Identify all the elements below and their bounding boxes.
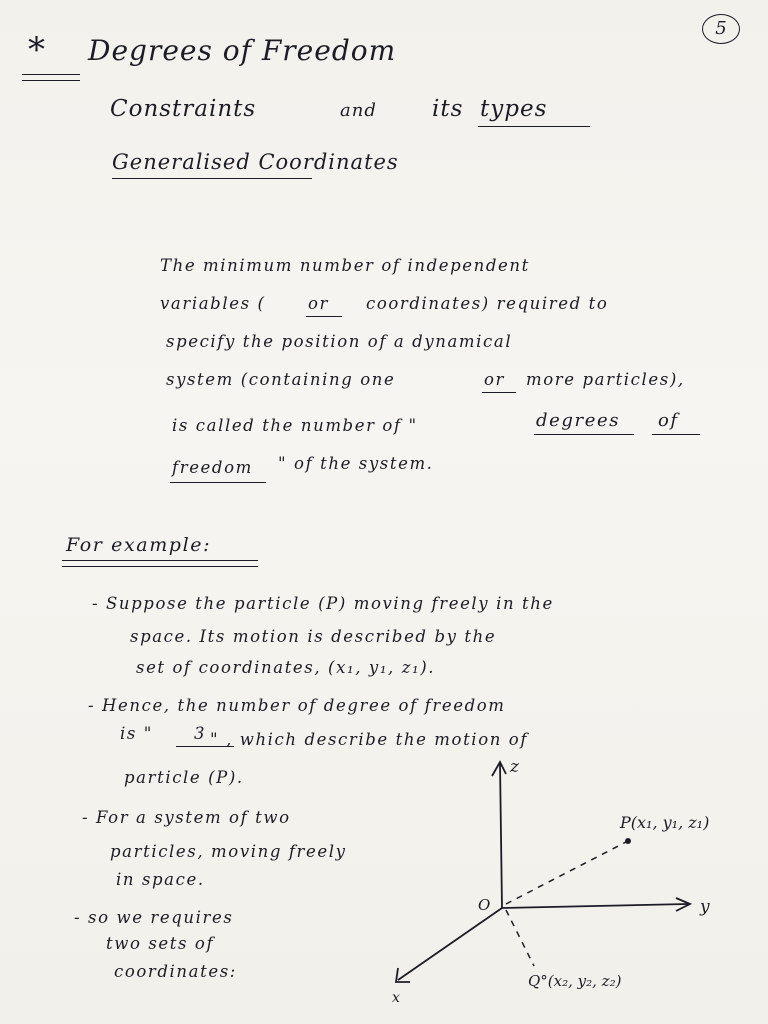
heading-constraints: Constraints (110, 96, 257, 122)
def-line-4-or: or (484, 370, 506, 389)
heading-types: types (480, 96, 548, 122)
def-line-2a: variables ( (160, 294, 266, 313)
star-underline (22, 74, 80, 75)
example-underline-2 (62, 566, 258, 567)
bullet-2-line-1: - Hence, the number of degree of freedom (88, 696, 506, 715)
bullet-1-line-3: set of coordinates, (x₁, y₁, z₁). (136, 658, 436, 677)
generalised-underline (112, 178, 312, 179)
or-underline-2 (482, 392, 516, 393)
x-axis-label: x (392, 990, 400, 1006)
heading-and: and (340, 100, 377, 121)
dashed-line-p (506, 842, 626, 904)
star-underline-2 (22, 80, 80, 81)
star-bullet: * (28, 30, 46, 70)
def-line-2b: coordinates) required to (366, 294, 609, 313)
def-line-6b: " of the system. (278, 454, 434, 473)
def-of: of (658, 410, 679, 431)
y-axis-label: y (700, 897, 710, 917)
page-number: 5 (702, 14, 740, 44)
bullet-2-num: 3 (194, 724, 207, 743)
bullet-1-line-2: space. Its motion is described by the (130, 627, 497, 646)
heading-generalised: Generalised Coordinates (112, 150, 399, 174)
z-axis-label: z (510, 757, 519, 777)
bullet-4-line-3: coordinates: (114, 962, 237, 981)
of-underline (652, 434, 700, 435)
heading-title: Degrees of Freedom (88, 34, 397, 67)
heading-its: its (432, 96, 464, 122)
bullet-4-line-1: - so we requires (74, 908, 234, 927)
bullet-2-line-2a: is " (120, 724, 153, 743)
def-line-2-or: or (308, 294, 330, 313)
or-underline (306, 316, 342, 317)
dashed-line-q (506, 910, 534, 966)
bullet-3-line-1: - For a system of two (82, 808, 291, 827)
example-heading: For example: (66, 534, 212, 556)
bullet-1-line-1: - Suppose the particle (P) moving freely in the (92, 594, 554, 613)
coordinate-diagram (380, 750, 768, 1024)
point-q-label: Q°(x₂, y₂, z₂) (528, 972, 622, 990)
y-axis (502, 904, 688, 908)
point-p (625, 838, 631, 844)
def-line-4b: more particles), (526, 370, 685, 389)
def-freedom: freedom (172, 458, 253, 477)
def-line-3: specify the position of a dynamical (166, 332, 513, 351)
freedom-underline (170, 482, 266, 483)
example-underline (62, 560, 258, 561)
bullet-2-line-2b: " , which describe the motion of (210, 730, 529, 749)
bullet-2-line-3: particle (P). (124, 768, 244, 787)
bullet-3-line-3: in space. (116, 870, 205, 889)
x-axis (398, 908, 502, 980)
def-degrees: degrees (536, 410, 621, 431)
def-line-5a: is called the number of " (172, 416, 418, 435)
def-line-4a: system (containing one (166, 370, 396, 389)
def-line-1: The minimum number of independent (160, 256, 530, 275)
bullet-4-line-2: two sets of (106, 934, 215, 953)
bullet-3-line-2: particles, moving freely (110, 842, 347, 861)
types-underline (478, 126, 590, 127)
z-axis-arrow (492, 762, 506, 776)
z-axis (500, 764, 502, 908)
degrees-underline (534, 434, 634, 435)
origin-label: O (478, 896, 491, 914)
point-p-label: P(x₁, y₁, z₁) (620, 813, 710, 832)
